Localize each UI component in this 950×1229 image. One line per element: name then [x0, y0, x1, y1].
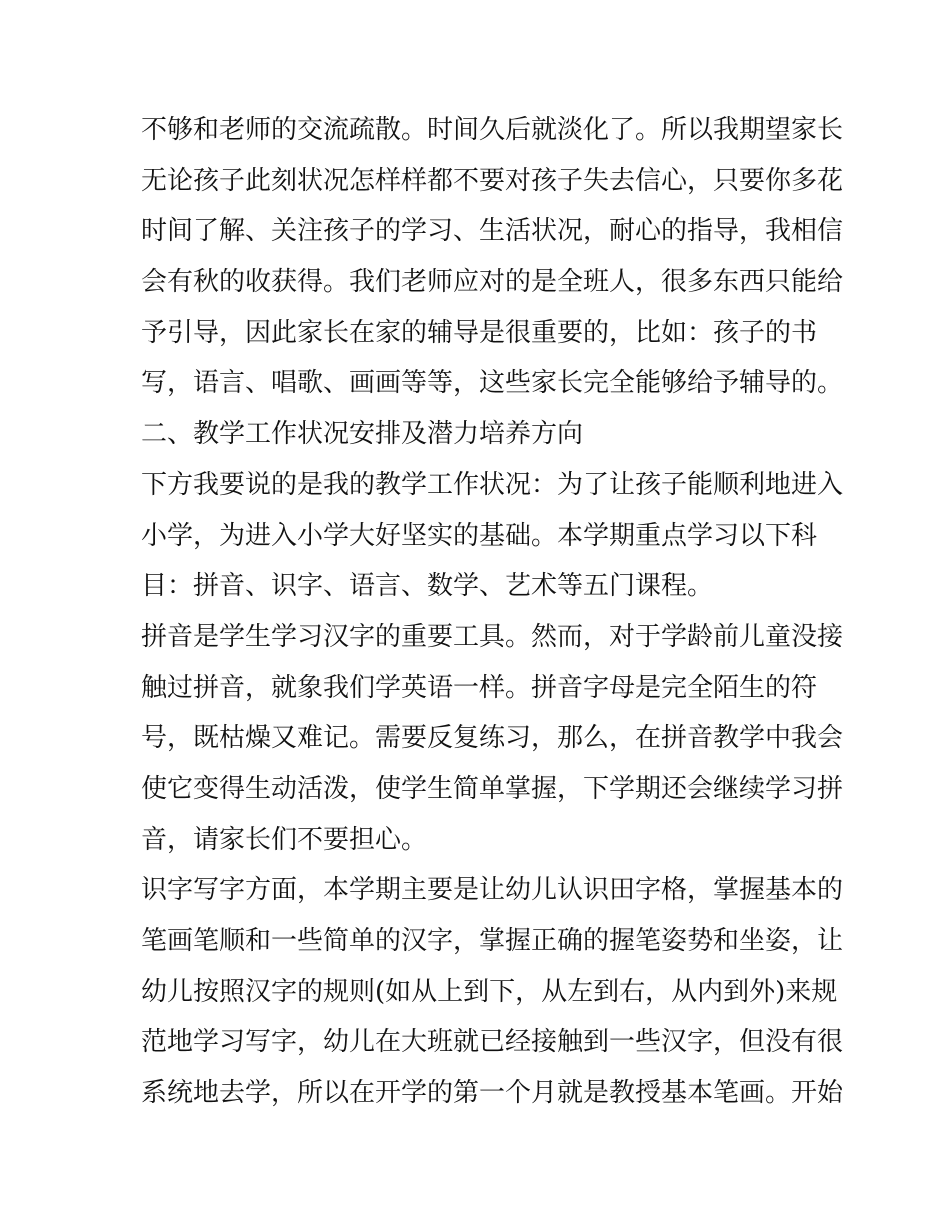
- text-line: 不够和老师的交流疏散。时间久后就淡化了。所以我期望家长: [141, 115, 844, 145]
- text-line: 小学，为进入小学大好坚实的基础。本学期重点学习以下科: [141, 520, 818, 551]
- text-line: 下方我要说的是我的教学工作状况：为了让孩子能顺利地进入: [141, 469, 844, 500]
- text-line: 音，请家长们不要担心。: [141, 824, 428, 855]
- text-line: 笔画笔顺和一些简单的汉字，掌握正确的握笔姿势和坐姿，让: [141, 926, 844, 956]
- text-line: 写，语言、唱歌、画画等等，这些家长完全能够给予辅导的。: [141, 368, 844, 399]
- text-line: 使它变得生动活泼，使学生简单掌握，下学期还会继续学习拼: [141, 773, 844, 804]
- section-heading: 二、教学工作状况安排及潜力培养方向: [141, 419, 584, 450]
- text-line: 予引导，因此家长在家的辅导是很重要的，比如：孩子的书: [141, 317, 818, 348]
- text-line: 系统地去学，所以在开学的第一个月就是教授基本笔画。开始: [141, 1078, 844, 1109]
- text-line: 范地学习写字，幼儿在大班就已经接触到一些汉字，但没有很: [141, 1027, 844, 1058]
- text-line: 拼音是学生学习汉字的重要工具。然而，对于学龄前儿童没接: [141, 621, 844, 652]
- text-line: 无论孩子此刻状况怎样样都不要对孩子失去信心，只要你多花: [141, 165, 844, 196]
- text-line: 号，既枯燥又难记。需要反复练习，那么，在拼音教学中我会: [141, 723, 844, 754]
- text-line: 触过拼音，就象我们学英语一样。拼音字母是完全陌生的符: [141, 672, 818, 703]
- text-line: 时间了解、关注孩子的学习、生活状况，耐心的指导，我相信: [141, 216, 844, 247]
- text-line: 幼儿按照汉字的规则(如从上到下，从左到右，从内到外)来规: [141, 976, 838, 1007]
- text-line: 会有秋的收获得。我们老师应对的是全班人，很多东西只能给: [141, 267, 844, 298]
- body-text: [141, 105, 844, 1119]
- text-line: 目：拼音、识字、语言、数学、艺术等五门课程。: [141, 571, 714, 602]
- text-line: 识字写字方面，本学期主要是让幼儿认识田字格，掌握基本的: [141, 875, 844, 906]
